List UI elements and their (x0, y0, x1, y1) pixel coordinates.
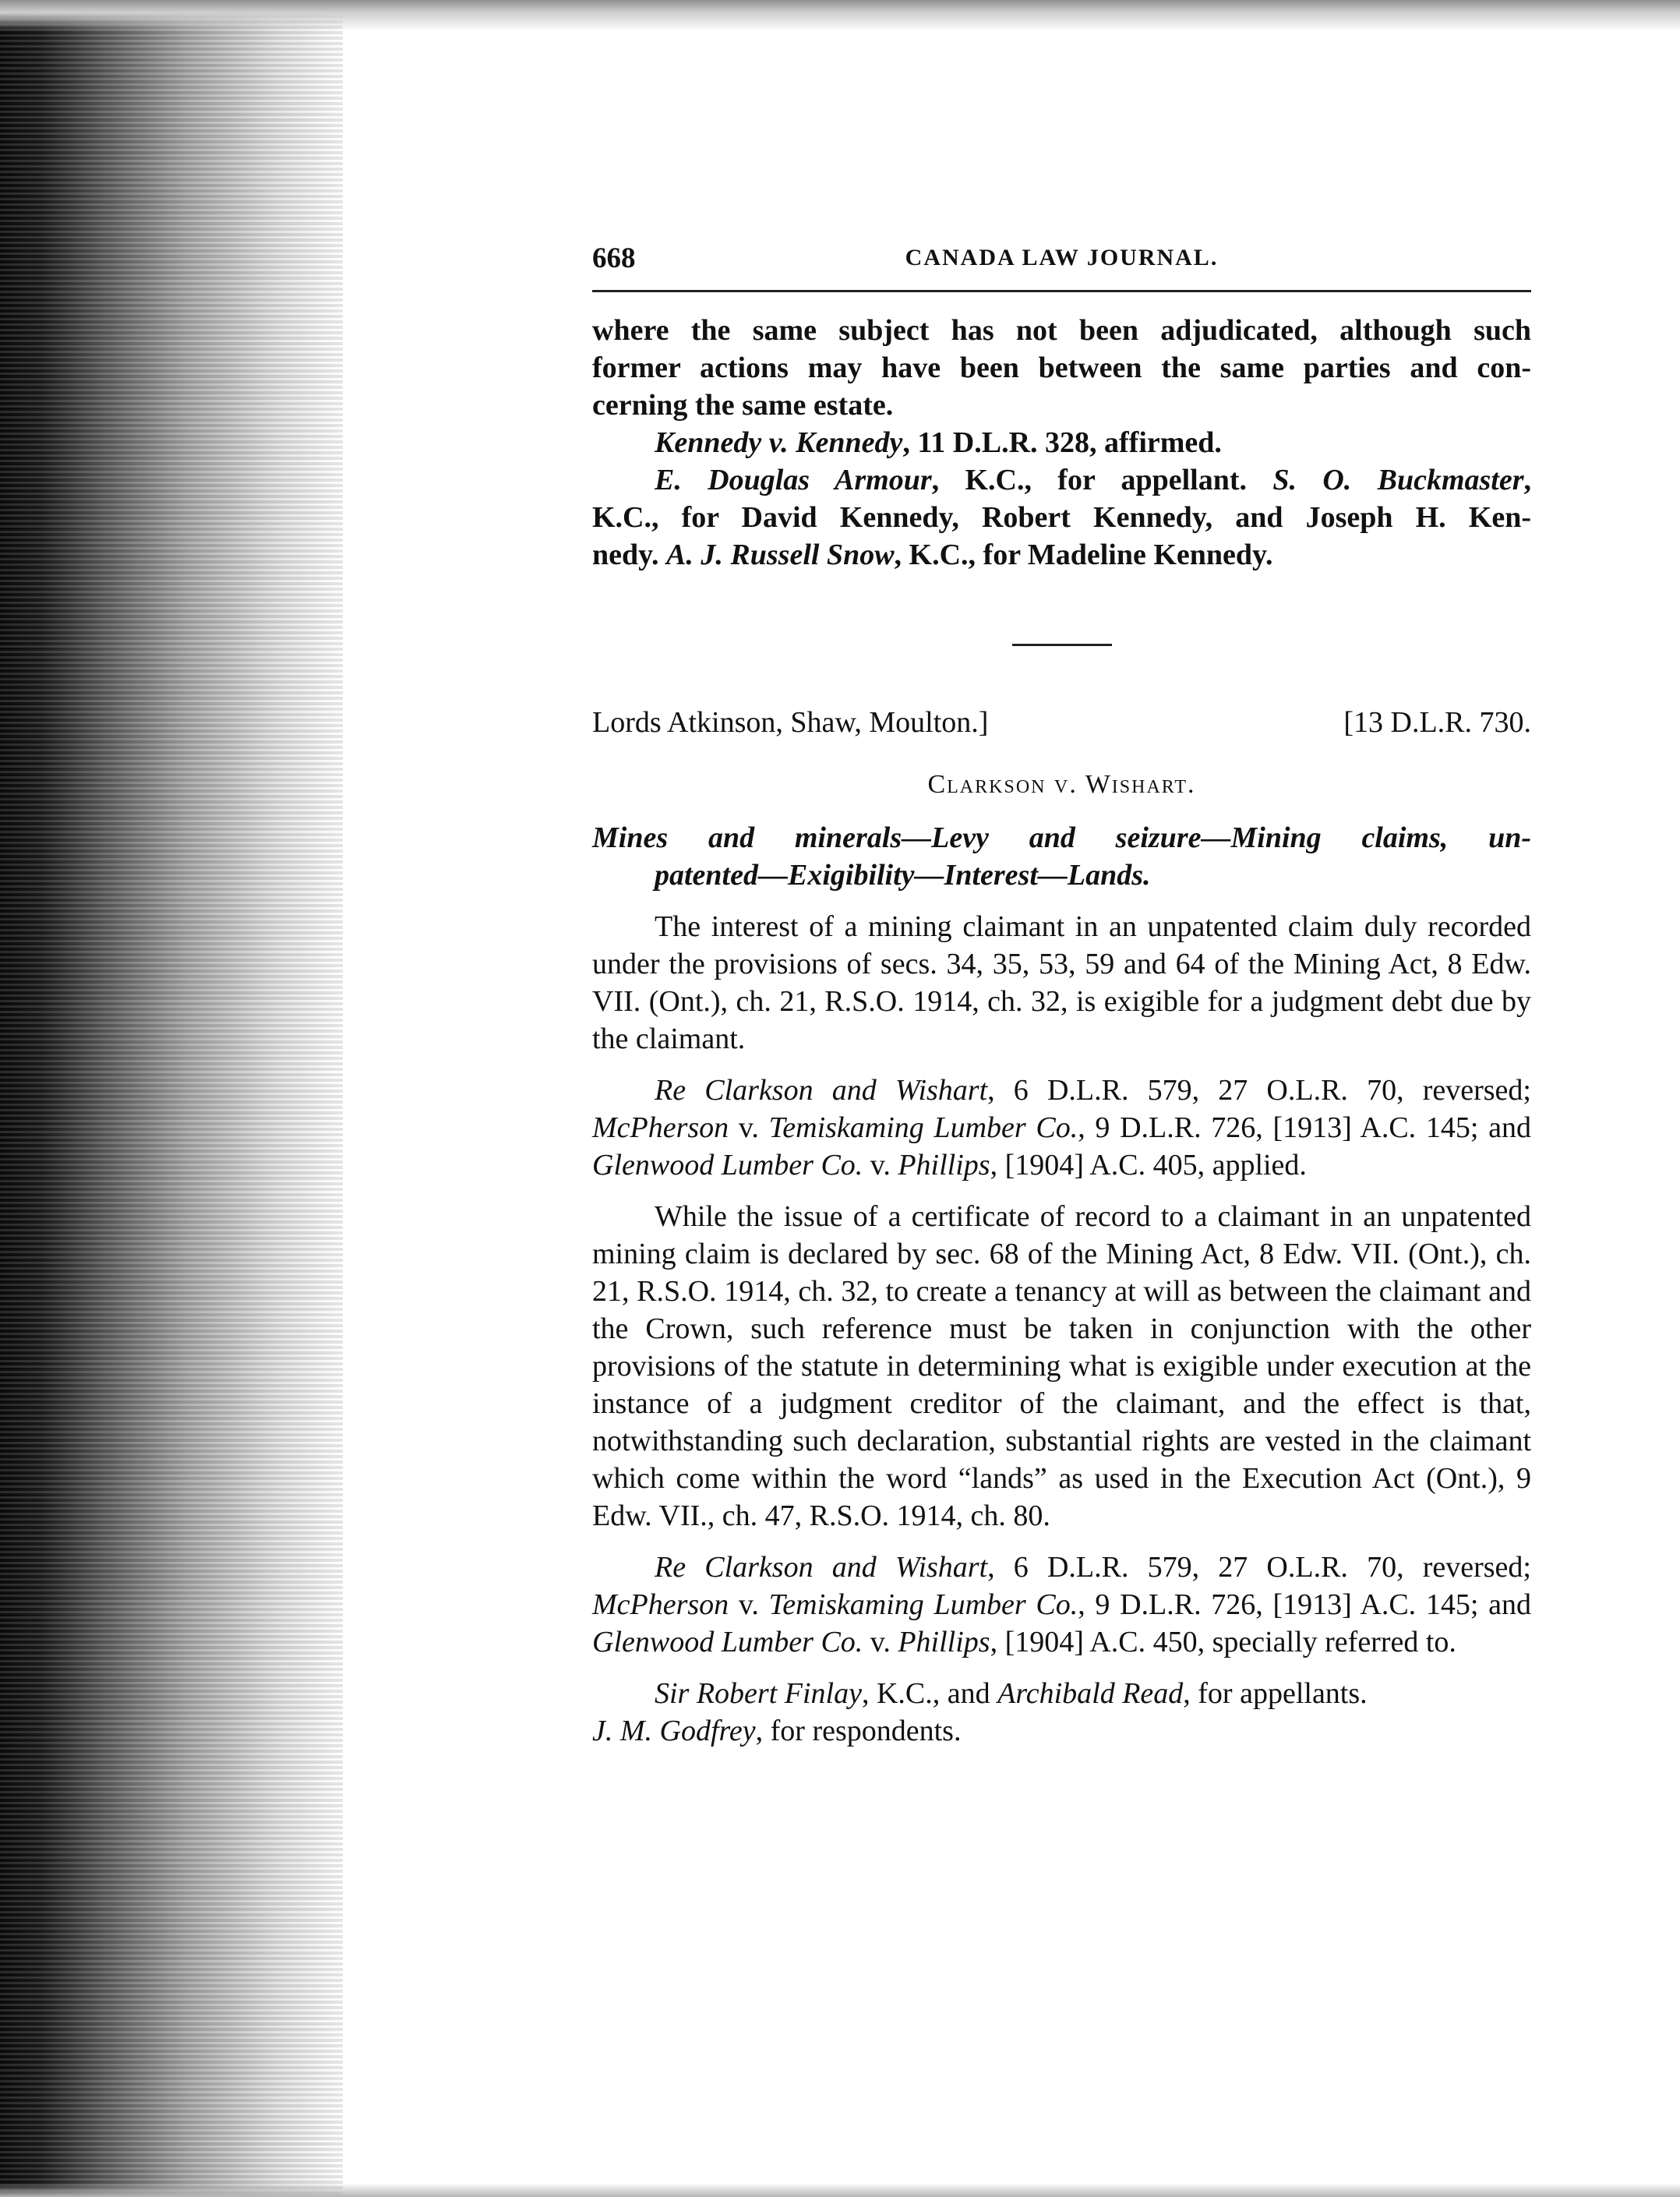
case-title: Glenwood Lumber Co. (592, 1149, 863, 1182)
catchwords-line: Mines and minerals—Levy and seizure—Mining claims, un- (592, 821, 1531, 854)
case-title: Re Clarkson and Wishart (655, 1074, 988, 1107)
citation-text: v. (729, 1111, 769, 1144)
citation-text: , 9 D.L.R. 726, [1913] A.C. 145; and (1078, 1111, 1531, 1144)
case-title: Glenwood Lumber Co. (592, 1626, 863, 1658)
counsel-name: E. Douglas Armour (655, 464, 932, 496)
counsel-name: S. O. Buckmaster (1272, 464, 1524, 496)
holding-line: where the same subject has not been adjudicated, although such (592, 314, 1531, 347)
citation-text: , [1904] A.C. 405, applied. (990, 1149, 1307, 1182)
counsel-name: Archibald Read (997, 1677, 1184, 1710)
counsel-role: , for appellants. (1183, 1677, 1368, 1710)
scan-binding-shadow (0, 0, 343, 2197)
citation-text: , 6 D.L.R. 579, 27 O.L.R. 70, reversed; (987, 1551, 1531, 1584)
journal-page (592, 234, 1531, 1750)
case-title: McPherson (592, 1111, 729, 1144)
citation-text: , 9 D.L.R. 726, [1913] A.C. 145; and (1078, 1588, 1531, 1621)
counsel-name: A. J. Russell Snow (666, 539, 895, 571)
running-head (592, 234, 1531, 281)
article-body (592, 312, 1531, 1750)
case-title: Re Clarkson and Wishart (655, 1551, 988, 1584)
bench-and-report-line (592, 704, 1531, 743)
page-number: 668 (592, 242, 636, 274)
holding-line: cerning the same estate. (592, 389, 894, 422)
counsel-role: , (1523, 464, 1532, 496)
case-title: Phillips (898, 1149, 990, 1182)
counsel-role: nedy. (592, 539, 659, 571)
case-title: Temiskaming Lumber Co. (768, 1111, 1078, 1144)
counsel-line: K.C., for David Kennedy, Robert Kennedy, and Joseph H. Ken- (592, 501, 1531, 534)
scan-bottom-edge (0, 2183, 1680, 2197)
previous-case-ending (592, 312, 1531, 574)
counsel-name: Sir Robert Finlay (655, 1677, 862, 1710)
headnote-paragraph: The interest of a mining claimant in an unpatented claim duly recorded under the provisions of secs. 34, 35, 53, 59 and 64 of the Mining Act, 8 Edw. VII. (Ont.), ch. 21, R.S.O. 1914, ch. 32, is exigible for a judgment debt due by the claimant. (592, 910, 1531, 1055)
case-title: Temiskaming Lumber Co. (768, 1588, 1078, 1621)
catchwords-line: patented—Exigibility—Interest—Lands. (655, 859, 1151, 892)
catchwords (592, 819, 1531, 894)
holding-line: former actions may have been between the same parties and con- (592, 351, 1531, 384)
case-title: McPherson (592, 1588, 729, 1621)
counsel-role: , K.C., for appellant. (931, 464, 1248, 496)
authorities-cited (592, 1072, 1531, 1184)
counsel-line (592, 536, 1531, 574)
citation-text: , [1904] A.C. 450, specially referred to. (990, 1626, 1456, 1658)
counsel-line (592, 461, 1531, 499)
headnote-paragraph: While the issue of a certificate of record to a claimant in an unpatented mining claim is declared by sec. 68 of the Mining Act, 8 Edw. VII. (Ont.), ch. 21, R.S.O. 1914, ch. 32, to create a tenancy at will as between the claimant and the Crown, such reference must be taken in conjunction with the other provisions of the statute in determining what is exigible under execution at the instance of a judgment creditor of the claimant, and the effect is that, notwithstanding such declaration, substantial rights are vested in the claimant which come within the word “lands” as used in the Execution Act (Ont.), 9 Edw. VII., ch. 47, R.S.O. 1914, ch. 80. (592, 1200, 1531, 1532)
citation-text: v. (729, 1588, 769, 1621)
journal-title: CANADA LAW JOURNAL. (905, 245, 1219, 270)
case-title: Phillips (898, 1626, 990, 1658)
citation-parties: Kennedy v. Kennedy (655, 426, 903, 459)
counsel-role: , K.C., for Madeline Kennedy. (894, 539, 1273, 571)
citation-reference: , 11 D.L.R. 328, affirmed. (902, 426, 1222, 459)
judges: Lords Atkinson, Shaw, Moulton.] (592, 706, 989, 739)
affirmed-citation (592, 424, 1531, 461)
counsel-role: , K.C., and (861, 1677, 998, 1710)
counsel-paragraph (592, 1675, 1531, 1750)
counsel-role: , for respondents. (755, 1715, 962, 1747)
citation-text: v. (863, 1626, 898, 1658)
citation-text: v. (863, 1149, 898, 1182)
counsel-name: J. M. Godfrey (592, 1715, 756, 1747)
scan-top-edge (0, 0, 1680, 31)
header-rule (592, 290, 1531, 292)
authorities-cited (592, 1549, 1531, 1661)
case-name: Clarkson v. Wishart. (927, 770, 1196, 799)
citation-text: , 6 D.L.R. 579, 27 O.L.R. 70, reversed; (987, 1074, 1531, 1107)
report-citation: [13 D.L.R. 730. (1343, 706, 1531, 739)
section-divider (1012, 644, 1112, 646)
